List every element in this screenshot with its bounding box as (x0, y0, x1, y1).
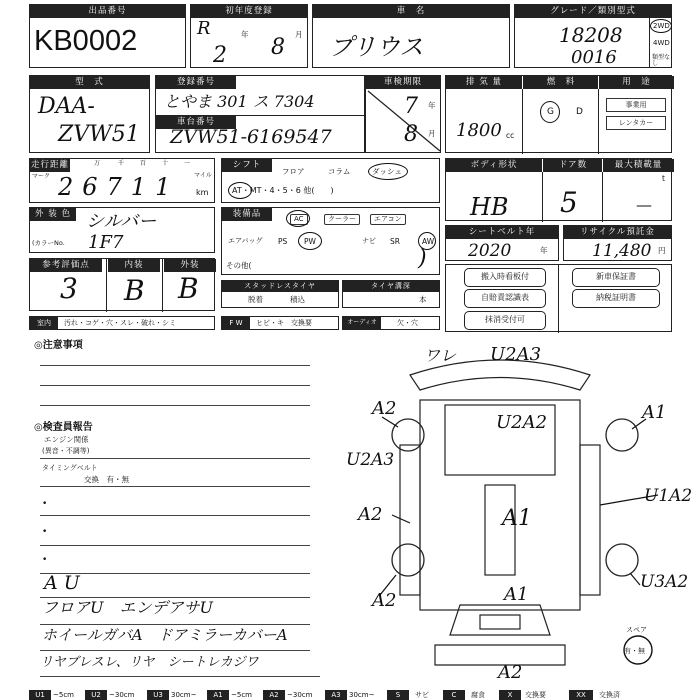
grade-class: 0016 (571, 47, 617, 68)
exterior-score: B (178, 272, 199, 305)
tire-cell (342, 280, 440, 308)
legend-a2: A2 (263, 690, 285, 700)
engine-unit: cc (506, 131, 515, 140)
mileage-digit-sen: 千 (118, 160, 125, 167)
report-engine-sub: (異音・不調等) (42, 447, 90, 455)
report-engine-label: エンジン関係 (44, 435, 89, 444)
interior-condition-options: 汚れ・コゲ・穴・スレ・破れ・シミ (64, 319, 176, 327)
legend-u2: U2 (85, 690, 107, 700)
mileage-cell (29, 158, 215, 203)
spare-label: スペア (626, 626, 647, 634)
mileage-digit-hyaku: 百 (140, 160, 147, 167)
spare-value: 有・無 (624, 647, 645, 655)
report-note-4: リヤブレスレ、リヤ シートレカジワ (40, 655, 259, 670)
fuel-g-circle (540, 101, 560, 123)
report-timing-sub: 交換 有・無 (84, 475, 129, 484)
equip-cooler: クーラー (324, 214, 360, 225)
report-line-2 (40, 486, 310, 487)
color-code-label: (カラーNo. (32, 239, 65, 247)
mileage-mark: マーク (32, 173, 51, 180)
wheel-front-right (606, 419, 638, 451)
diagram-windshield-note: ワレ (424, 346, 457, 365)
diagram-rr-note: U3A2 (640, 572, 689, 592)
legend-c-desc: 腐食 (471, 691, 485, 699)
color-cell (29, 207, 215, 253)
legend-a3-range: 30cm~ (349, 691, 375, 699)
report-heading: ◎検査員報告 (34, 422, 93, 433)
fw-label: F W (222, 317, 250, 329)
lot-number-label: 出品番号 (30, 5, 185, 18)
interior-condition-cell (29, 316, 215, 330)
mileage-value: 26711 (58, 173, 180, 201)
legend-u3: U3 (147, 690, 169, 700)
report-note-2: フロアU エンデアサU (42, 598, 213, 617)
doc-new-warranty: 新車保証書 (572, 268, 660, 287)
first-reg-month: 8 (271, 35, 285, 60)
legend-u1: U1 (29, 690, 51, 700)
color-label: 外 装 色 (30, 208, 76, 221)
drive-2wd-circle (650, 19, 672, 33)
seatbelt-cell (445, 225, 559, 261)
capacity-unit: t (662, 174, 665, 183)
diagram-trunk-note: A1 (504, 584, 529, 605)
tire-label: タイヤ溝深 (343, 281, 439, 292)
legend-xx-desc: 交換済 (599, 691, 620, 699)
equip-navi: ナビ (362, 237, 376, 245)
overall-score: 3 (60, 272, 78, 305)
model-label: 型 式 (30, 76, 149, 89)
notes-line-3 (40, 405, 310, 406)
seatbelt-unit: 年 (540, 246, 548, 255)
recycle-cell (563, 225, 672, 261)
diagram-fl-note: A2 (372, 398, 397, 419)
first-registration-label: 初年度登録 (191, 5, 307, 18)
wheel-rear-left (392, 544, 424, 576)
fuel-d: D (576, 107, 583, 117)
pointer-left (392, 515, 410, 523)
body-shape: HB (470, 193, 509, 221)
notes-heading: ◎注意事項 (34, 340, 83, 351)
interior-condition-label: 室内 (30, 317, 58, 329)
report-note-1: A U (44, 572, 80, 594)
report-line-3 (40, 515, 310, 516)
diagram-hood-note: A1 (502, 506, 532, 531)
legend-a1: A1 (207, 690, 229, 700)
color-value: シルバー (86, 211, 157, 232)
max-capacity-label: 最大積載量 (602, 159, 674, 172)
interior-score-label: 内装 (108, 259, 160, 272)
notes-line-2 (40, 385, 310, 386)
equip-sr: SR (390, 237, 400, 246)
legend-xx: XX (569, 690, 593, 700)
audio-cell (342, 316, 440, 330)
drive-4wd: 4WD (653, 39, 670, 47)
report-timing-label: タイミングベルト (42, 464, 98, 472)
equip-aircon: エアコン (370, 214, 406, 225)
report-line-4 (40, 545, 310, 546)
wheel-front-left (392, 419, 424, 451)
stud-tire-label: スタッドレスタイヤ (222, 281, 338, 292)
grade-cell (514, 4, 672, 68)
usage-business: 事業用 (606, 98, 666, 112)
diagram-roof-note: U2A2 (496, 412, 548, 433)
engine-displacement: 1800 (456, 120, 502, 141)
equip-ac-circle (286, 210, 310, 227)
wheel-rear-right (606, 544, 638, 576)
model-code: ZVW51 (58, 122, 140, 147)
stud-tire-cell (221, 280, 339, 308)
legend-u1-range: ~5cm (53, 691, 74, 699)
report-bullet-3: • (42, 555, 48, 565)
usage-label: 用 途 (598, 76, 674, 89)
shift-option-dash: ダッシュ (372, 167, 402, 176)
equip-aw: AW (422, 237, 435, 246)
shift-option-floor: フロア (282, 167, 305, 176)
grade-code: 18208 (559, 23, 623, 47)
score-divider-1 (106, 259, 107, 312)
interior-score: B (124, 274, 145, 307)
chassis-label: 車台番号 (156, 116, 236, 129)
lot-number-cell (29, 4, 186, 68)
diagram-fr-note: A1 (642, 402, 667, 423)
legend-x-desc: 交換要 (525, 691, 546, 699)
body-cell (445, 158, 672, 221)
legend-a3: A3 (325, 690, 347, 700)
year-unit: 年 (241, 30, 249, 39)
door-count-label: ドア数 (542, 159, 603, 172)
shift-at-circle (228, 182, 252, 199)
lot-number: KB0002 (34, 25, 138, 57)
recycle-label: リサイクル預託金 (564, 226, 671, 239)
legend-x: X (499, 690, 521, 700)
equip-pw-circle (298, 232, 322, 250)
diagram-rl-note: A2 (372, 590, 397, 611)
equip-ac: AC (290, 214, 308, 225)
shift-label: シフト (222, 159, 272, 172)
equip-airbag: エアバッグ (228, 237, 263, 245)
car-name-label: 車 名 (313, 5, 509, 18)
seatbelt-year: 2020 (468, 241, 512, 261)
grade-label: グレード／類別型式 (515, 5, 671, 18)
mileage-digit-ichi: 一 (184, 160, 191, 167)
registration-cell (155, 75, 365, 153)
fuel-g: G (547, 107, 554, 117)
recycle-unit: 円 (658, 246, 666, 255)
max-capacity: — (636, 195, 652, 214)
first-reg-era: R (197, 18, 211, 39)
equip-other-mark: ) (418, 246, 427, 271)
doc-self-cert: 自賠責認識表 (464, 289, 546, 308)
audio-options: 欠・穴 (397, 319, 418, 327)
drive-none: 類型なし (652, 54, 671, 67)
mileage-label: 走行距離 (30, 160, 69, 170)
license-plate (480, 615, 520, 629)
month-unit: 月 (295, 30, 303, 39)
diagram-right-door-note: U1A2 (644, 486, 693, 506)
report-bullet-2: • (42, 527, 48, 537)
legend-s: S (387, 690, 409, 700)
model-prefix: DAA- (38, 94, 95, 119)
report-line-1 (40, 458, 310, 459)
car-name: プリウス (329, 33, 424, 61)
inspection-label: 車検期限 (366, 76, 440, 89)
report-line-9 (40, 676, 320, 677)
doc-erase: 抹消受付可 (464, 311, 546, 330)
legend-a2-range: ~30cm (287, 691, 313, 699)
fuel-label: 燃 料 (522, 76, 599, 89)
legend-strip (29, 690, 672, 700)
tire-unit: 本 (419, 295, 427, 304)
legend-a1-range: ~5cm (231, 691, 252, 699)
shift-option-column: コラム (328, 167, 351, 176)
body-divider-1 (542, 172, 543, 222)
engine-label: 排 気 量 (446, 76, 522, 89)
legend-u3-range: 30cm~ (171, 691, 197, 699)
mileage-unit-mile: マイル (194, 172, 212, 179)
seatbelt-label: シートベルト年 (446, 226, 558, 239)
doc-tax-proof: 納税証明書 (572, 289, 660, 308)
score-cell (29, 258, 215, 311)
inspection-year-unit: 年 (428, 101, 436, 110)
shift-dash-circle (368, 163, 408, 180)
equip-pw: PW (304, 237, 316, 246)
diagram-left-mid-note: A2 (358, 504, 383, 525)
shift-row2: AT・MT・4・5・6 他( ) (232, 186, 334, 195)
exterior-score-label: 外装 (164, 259, 216, 272)
model-cell (29, 75, 150, 153)
equip-other-label: その他( (226, 261, 252, 270)
registration-number: とやま 301 ス 7304 (164, 92, 315, 111)
recycle-amount: 11,480 (592, 241, 652, 261)
inspection-month: 8 (404, 122, 418, 147)
registration-label: 登録番号 (156, 76, 236, 89)
documents-divider (558, 265, 559, 333)
inspection-cell (365, 75, 441, 153)
fw-cell (221, 316, 339, 330)
diagram-rear-note: A2 (498, 662, 523, 683)
stud-tire-option-2: 積込 (290, 295, 305, 304)
diagram-left-door-note: U2A3 (346, 450, 395, 470)
report-line-8 (40, 650, 310, 651)
notes-line-1 (40, 365, 310, 366)
body-divider-2 (602, 172, 603, 222)
score-divider-2 (162, 259, 163, 312)
mileage-digit-juu: 十 (162, 160, 169, 167)
legend-c: C (443, 690, 465, 700)
report-note-3: ホイールガバA ドアミラーカバーA (42, 626, 288, 644)
report-line-5 (40, 573, 310, 574)
shift-cell (221, 158, 440, 203)
body-shape-label: ボディ形状 (446, 159, 542, 172)
car-name-cell (312, 4, 510, 68)
equipment-cell (221, 207, 440, 275)
legend-s-desc: サビ (415, 691, 429, 699)
pointer-rr (630, 573, 640, 585)
equip-ps: PS (278, 237, 288, 246)
usage-rental: レンタカー (606, 116, 666, 130)
fw-options: ヒビ・キ 交換要 (256, 319, 312, 327)
color-code: 1F7 (88, 232, 124, 253)
engine-fuel-usage-cell (445, 75, 672, 153)
mileage-digit-man: 万 (94, 160, 101, 167)
first-reg-year: 2 (213, 43, 227, 68)
right-side-panel (580, 445, 600, 595)
diagram-top-note: U2A3 (490, 344, 542, 365)
report-line-7 (40, 624, 310, 625)
drive-2wd: 2WD (653, 22, 670, 30)
first-registration-cell (190, 4, 308, 68)
engine-divider (522, 89, 523, 154)
door-count: 5 (560, 186, 578, 219)
chassis-number: ZVW51-6169547 (170, 126, 332, 148)
legend-u2-range: ~30cm (109, 691, 135, 699)
equipment-label: 装備品 (222, 208, 272, 221)
audio-label: オーディオ (343, 317, 381, 329)
documents-cell (445, 264, 672, 332)
report-bullet-1: • (42, 499, 48, 509)
mileage-unit-km: km (196, 188, 209, 197)
usage-divider (598, 89, 599, 154)
stud-tire-option-1: 脱着 (248, 295, 263, 304)
score-label: 参考評価点 (30, 259, 102, 272)
doc-transfer: 搬入時看板付 (464, 268, 546, 287)
inspection-month-unit: 月 (428, 129, 436, 138)
inspection-year: 7 (404, 94, 418, 119)
